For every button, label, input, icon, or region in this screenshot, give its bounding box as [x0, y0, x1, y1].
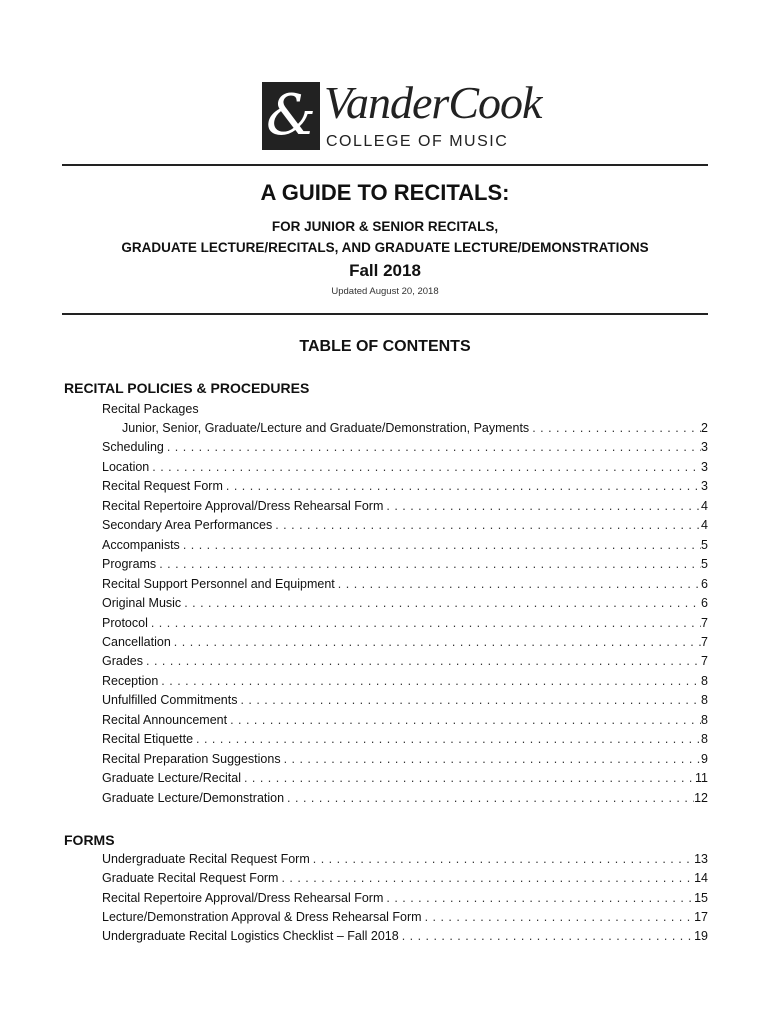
vandercook-logo	[262, 77, 542, 152]
toc-entry-page: 9	[701, 751, 708, 766]
toc-dot-leader	[193, 732, 701, 746]
toc-entry	[102, 713, 708, 732]
toc-dot-leader	[272, 518, 701, 532]
toc-entry-label: Recital Preparation Suggestions	[102, 751, 281, 766]
toc-dot-leader	[181, 596, 701, 610]
document-subtitle-line2: GRADUATE LECTURE/RECITALS, AND GRADUATE LECTURE/DEMONSTRATIONS	[121, 240, 649, 255]
toc-entry-page: 3	[701, 440, 708, 455]
toc-entry-label: Protocol	[102, 615, 148, 630]
toc-entry	[102, 732, 708, 751]
toc-entry-page: 8	[701, 732, 708, 747]
toc-entry	[102, 538, 708, 557]
toc-entry-page: 4	[701, 518, 708, 533]
toc-dot-leader	[310, 852, 694, 866]
toc-entry-label: Undergraduate Recital Request Form	[102, 852, 310, 866]
toc-entry-label: Recital Support Personnel and Equipment	[102, 576, 335, 591]
toc-dot-leader	[281, 752, 701, 766]
toc-dot-leader	[399, 929, 694, 943]
toc-entry	[122, 421, 708, 440]
toc-entry-page: 8	[701, 673, 708, 688]
toc-entry-label: Programs	[102, 557, 157, 572]
toc-entry-page: 17	[694, 909, 708, 924]
toc-entry-page: 12	[694, 790, 708, 805]
toc-entry-label: Grades	[102, 654, 143, 669]
toc-dot-leader	[148, 616, 701, 630]
toc-entry	[102, 479, 708, 498]
toc-section-policies: RECITAL POLICIES & PROCEDURES	[64, 380, 310, 396]
top-divider	[62, 164, 708, 166]
toc-entry	[102, 616, 708, 635]
toc-entry-page: 15	[694, 890, 708, 905]
bottom-divider	[62, 313, 708, 315]
toc-entry	[102, 771, 708, 790]
toc-entry-page: 4	[701, 498, 708, 513]
toc-title: TABLE OF CONTENTS	[299, 338, 471, 355]
term-label: Fall 2018	[349, 261, 421, 280]
toc-entry	[102, 460, 708, 479]
toc-entry-label: Unfulfilled Commitments	[102, 693, 238, 708]
toc-entry-page: 13	[694, 852, 708, 866]
toc-entry	[102, 635, 708, 654]
toc-entry-recital-packages: Recital Packages	[102, 402, 199, 416]
toc-entry	[102, 674, 708, 693]
toc-section-forms: FORMS	[64, 832, 115, 848]
logo-subtitle: COLLEGE OF MUSIC	[326, 133, 509, 150]
toc-entry	[102, 929, 708, 948]
toc-dot-leader	[180, 538, 701, 552]
toc-entry-page: 7	[701, 615, 708, 630]
toc-entry-label: Recital Request Form	[102, 479, 223, 494]
toc-entry-page: 5	[701, 537, 708, 552]
toc-entry-label: Original Music	[102, 596, 182, 611]
toc-entry-page: 14	[694, 871, 708, 886]
toc-entry	[102, 752, 708, 771]
toc-entry-page: 3	[701, 459, 708, 474]
toc-entry-page: 6	[701, 576, 708, 591]
toc-entry-label: Junior, Senior, Graduate/Lecture and Graduate/Demonstration, Payments	[122, 421, 530, 435]
toc-dot-leader	[223, 479, 701, 493]
toc-entry-page: 8	[701, 693, 708, 708]
toc-entry-label: Cancellation	[102, 634, 171, 649]
document-title: A GUIDE TO RECITALS:	[260, 180, 510, 205]
toc-entry-page: 7	[701, 634, 708, 649]
toc-dot-leader	[529, 421, 701, 435]
toc-entry-label: Graduate Lecture/Recital	[102, 771, 241, 786]
toc-entry-page: 6	[701, 596, 708, 611]
toc-dot-leader	[241, 771, 695, 785]
toc-dot-leader	[164, 440, 701, 454]
toc-entry-label: Secondary Area Performances	[102, 518, 273, 533]
logo-name: VanderCook	[324, 77, 542, 128]
toc-entry	[102, 891, 708, 910]
toc-dot-leader	[335, 577, 701, 591]
toc-entry-page: 3	[701, 479, 708, 494]
toc-dot-leader	[156, 557, 701, 571]
toc-entry-label: Accompanists	[102, 537, 180, 552]
toc-entry	[102, 791, 708, 810]
toc-dot-leader	[383, 891, 694, 905]
toc-entry-label: Recital Announcement	[102, 712, 228, 727]
toc-entry-label: Scheduling	[102, 440, 164, 455]
toc-dot-leader	[383, 499, 701, 513]
toc-entry-label: Recital Etiquette	[102, 732, 194, 747]
toc-entry	[102, 577, 708, 596]
toc-dot-leader	[227, 713, 701, 727]
toc-entry	[102, 499, 708, 518]
toc-dot-leader	[143, 654, 701, 668]
toc-entry-page: 19	[694, 929, 708, 944]
document-subtitle-line1: FOR JUNIOR & SENIOR RECITALS,	[271, 219, 499, 234]
toc-entry-page: 8	[701, 712, 708, 727]
toc-entry	[102, 654, 708, 673]
toc-entry	[102, 852, 708, 871]
toc-entry	[102, 596, 708, 615]
toc-entry-page: 5	[701, 557, 708, 572]
toc-entry-label: Reception	[102, 673, 159, 688]
toc-entry	[102, 557, 708, 576]
toc-dot-leader	[237, 693, 701, 707]
toc-entry-label: Recital Repertoire Approval/Dress Rehearsal Form	[102, 890, 384, 905]
toc-dot-leader	[284, 791, 694, 805]
toc-entry-label: Lecture/Demonstration Approval & Dress Rehearsal Form	[102, 909, 422, 924]
toc-dot-leader	[422, 910, 695, 924]
toc-entry-label: Location	[102, 459, 150, 474]
toc-entry	[102, 693, 708, 712]
toc-entry-page: 2	[701, 421, 708, 435]
toc-entry	[102, 440, 708, 459]
toc-dot-leader	[171, 635, 701, 649]
toc-dot-leader	[149, 460, 701, 474]
toc-entry-page: 11	[695, 771, 708, 786]
toc-dot-leader	[278, 871, 694, 885]
logo-emblem: &	[262, 82, 320, 150]
updated-date: Updated August 20, 2018	[331, 286, 439, 297]
toc-entry	[102, 518, 708, 537]
toc-entry-label: Undergraduate Recital Logistics Checklist – Fall 2018	[102, 929, 399, 944]
toc-entry	[102, 910, 708, 929]
toc-entry-label: Recital Repertoire Approval/Dress Rehearsal Form	[102, 498, 384, 513]
toc-entry	[102, 871, 708, 890]
toc-dot-leader	[158, 674, 701, 688]
toc-entry-label: Graduate Lecture/Demonstration	[102, 790, 285, 805]
toc-entry-label: Graduate Recital Request Form	[102, 871, 279, 886]
toc-entry-page: 7	[701, 654, 708, 669]
